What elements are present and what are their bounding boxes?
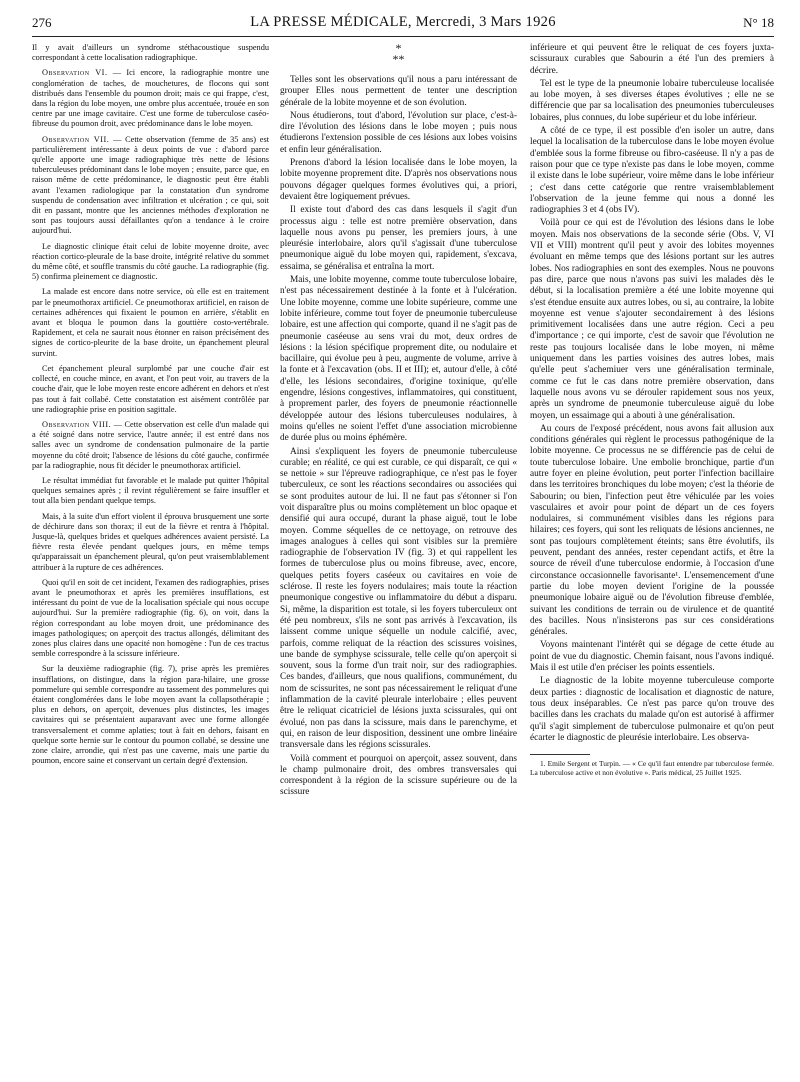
paragraph: Le résultat immédiat fut favorable et le malade put quitter l'hôpital quelques semaines après ; il revint régulièrement se faire insuffler et tout alla bien pendant quelque temps. (32, 475, 269, 506)
page-header (32, 12, 774, 37)
paragraph: Il existe tout d'abord des cas dans lesquels il s'agit d'un processus aigu : telle est notre première observation, dans laquelle nous avons pu penser, les premiers jours, à une pleurésie interlobaire, alors qu'il s'agissait d'une tuberculose pneumonique aiguë du lobe moyen qui, rapidement, s'excava, essaima, se généralisa et entraîna la mort. (280, 205, 517, 272)
observation-label: Observation VIII. (42, 419, 112, 429)
paragraph: Ainsi s'expliquent les foyers de pneumonie tuberculeuse curable; en réalité, ce qui est curable, ce qui disparaît, ce qui « se nettoie » sur l'épreuve radiographique, ce n'est pas le foyer tuberculeux, ce sont les réactions secondaires ou associées qui se sont produites autour de lui. Il ne faut pas s'étonner si l'on voit disparaître plus ou moins complètement un bloc opaque et densifié qui aura occupé, durant la phase aiguë, tout le lobe moyen. Comme séquelles de ce nettoyage, on retrouve des images analogues à celles qui sont visibles sur la première radiographie de l'observation IV (fig. 3) et qui rappellent les formes de tuberculose plus ou moins fibreuse, avec, encore, quelques petits foyers caséeux ou cavitaires en voie de sclérose. Il reste les foyers nodulaires; mais toute la réaction pneumonique congestive ou inflammatoire du début a disparu. Si, même, la disparition est totale, si les foyers tuberculeux ont été peu nombreux, s'ils ne sont pas arrivés à l'excavation, ils laissent comme unique séquelle un nodule calcifié, avec, parfois, comme reliquat de la réaction des scissures voisines, une bande de symphyse scissurale, telle celle qu'on aperçoit si souvent, sous la forme d'un trait noir, sur des radiographies. Ces bandes, d'ailleurs, que nous qualifions, communément, du nom de scissurites, ne sont pas nécessairement le reliquat d'une inflammation de la cavité pleurale interlobaire ; elles peuvent être le reliquat cicatriciel de lésions juxta scissurales, qui ont évolué, non pas dans la scissure, mais dans le parenchyme, et qui, en raison de leur disposition, dessinent une ombre linéaire transversale dans les régions scissurales. (280, 446, 517, 751)
observation-label: Observation VII. (42, 134, 110, 144)
paragraph: Observation VII. — Cette observation (femme de 35 ans) est particulièrement intéressante à deux points de vue : d'abord parce qu'elle apporte une image radiographique très nette de lésions tuberculeuses prédominant dans le lobe moyen ; ensuite, parce que, en raison même de cette prédominance, le diagnostic peut être établi avant l'examen radiologique par la constatation d'un syndrome suspendu de condensation avec infiltration et ulcération ; ce qui, soit dit en passant, montre que les anciennes méthodes d'exploration ne sont pas toujours aussi défaillantes qu'on a tendance à le croire aujourd'hui. (32, 134, 269, 236)
paragraph: Prenons d'abord la lésion localisée dans le lobe moyen, la lobite moyenne proprement dite. D'après nos observations nous pouvons dégager quelques formes évolutives qui, a priori, devaient être logiquement prévues. (280, 158, 517, 202)
paragraph: Observation VIII. — Cette observation est celle d'un malade qui a été soigné dans notre service, l'autre année; il est entré dans nos salles avec un syndrome de condensation pulmonaire de la partie moyenne du côté droit; l'absence de lésions du côté gauche, confirmée par la radiographie, nous fit décider le pneumothorax artificiel. (32, 419, 269, 470)
paragraph: Mais, à la suite d'un effort violent il éprouva brusquement une sorte de déchirure dans son thorax; il eut de la fièvre et rentra à l'hôpital. Jusque-là, quelques brides et quelques adhérences avaient persisté. La fièvre resta élevée pendant quelques jours, en même temps qu'apparaissait un épanchement pleural, qu'on peut vraisemblablement attribuer à la rupture de ces adhérences. (32, 511, 269, 572)
paragraph: inférieure et qui peuvent être le reliquat de ces foyers juxta-scissuraux curables que Sabourin a été l'un des premiers à décrire. (530, 43, 774, 76)
paragraph: Nous étudierons, tout d'abord, l'évolution sur place, c'est-à-dire l'évolution des lésions dans le lobe moyen ; puis nous étudierons l'extension possible de ces lésions aux lobes voisins et enfin leur généralisation. (280, 110, 517, 155)
paragraph: Il y avait d'ailleurs un syndrome stéthacoustique suspendu correspondant à cette localisation radiographique. (32, 43, 269, 63)
right-column (530, 43, 774, 1075)
paragraph: Mais, une lobite moyenne, comme toute tuberculose lobaire, n'est pas nécessairement destinée à la fonte et à l'ulcération. Une lobite moyenne, comme une lobite supérieure, comme une lobite inférieure, comme tout foyer de pneumonie tuberculeuse lobaire, est une affection qui comporte, quand il ne s'agit pas de pneumonie caséeuse au sens vrai du mot, deux ordres de lésions : la lésion spécifique proprement dite, ou nodulaire et bacillaire, qui évolue peu à peu, augmente de volume, arrive à la fonte et à l'excavation (obs. II et III); et, autour d'elle, à côté d'elle, les lésions secondaires, d'origine toxinique, qu'elle engendre, lésions congestives, inflammatoires, qui constituent, à proprement parler, des foyers de pneumonie réactionnelle développée autour des lésions tuberculeuses nodulaires, à moins qu'elles ne soient l'effet d'une association microbienne de durée plus ou moins éphémère. (280, 275, 517, 444)
observation-label: Observation VI. (42, 68, 108, 78)
paragraph: Voyons maintenant l'intérêt qui se dégage de cette étude au point de vue du diagnostic. Chemin faisant, nous l'avons indiqué. Mais il est utile d'en préciser les points essentiels. (530, 640, 774, 674)
paragraph: Sur la deuxième radiographie (fig. 7), prise après les premières insufflations, on distingue, dans la région para-hilaire, une grosse pommelure qui semble correspondre au tassement des pommelures qui étaient conglomérées dans le lobe moyen avant la collapsothérapie ; plus en dehors, on aperçoit, devenues plus distinctes, les images cavitaires qui se présentaient auparavant avec une forme allongée transversalement et comme aplaties; tout à fait en dehors, faisant en quelque sorte hernie sur le contour du poumon collabé, se dessine une zone claire, arrondie, qui n'est pas une caverne, mais une partie du poumon, encore saine et conservant un certain degré d'extension. (32, 664, 269, 766)
paragraph: Tel est le type de la pneumonie lobaire tuberculeuse localisée au lobe moyen, à ses diverses étapes évolutives ; elle ne se différencie que par sa localisation des pneumonies tuberculeuses lobaires, plus connues, du lobe supérieur et du lobe inférieur. (530, 78, 774, 123)
paragraph: A côté de ce type, il est possible d'en isoler un autre, dans lequel la localisation de la tuberculose dans le lobe moyen évolue d'emblée sous la forme fibreuse ou fibro-caséeuse. Il n'y a pas de raison pour que ce type n'existe pas dans le lobe moyen, comme il existe dans le lobe supérieur, voire même dans le lobe inférieur ; c'est dans cette catégorie que rentre vraisemblablement l'observation de la jeune femme qui nous a donné les radiographies 3 et 4 (obs IV). (530, 126, 774, 216)
journal-title: LA PRESSE MÉDICALE, Mercredi, 3 Mars 1926 (250, 14, 556, 30)
paragraph: La malade est encore dans notre service, où elle est en traitement par le pneumothorax artificiel. Ce pneumothorax artificiel, en raison de certaines adhérences qui fixaient le poumon en arrière, s'établit en avant et bloqua le poumon dans la gouttière costo-vertébrale. Rapidement, et cela ne saurait nous étonner en raison précisément des signes de cortico-pleurite de la base droite, un épanchement pleural survint. (32, 287, 269, 358)
paragraph: Voilà comment et pourquoi on aperçoit, assez souvent, dans le champ pulmonaire droit, des ombres transversales qui correspondent à la région de la scissure supérieure ou de la scissure (280, 753, 517, 798)
footnote: 1. Emile Sergent et Turpin. — « Ce qu'il faut entendre par tuberculose fermée. La tuberculose active et non évolutive ». Paris médical, 25 Juillet 1925. (530, 759, 774, 778)
paragraph: Cet épanchement pleural surplombé par une couche d'air est collecté, en couche mince, en avant, et l'on peut voir, au travers de la couche d'air, que le lobe moyen reste encore adhérent en dehors et n'est pas tout à fait collabé. Cette constatation est aisément contrôlée par une radiographie prise en position sagittale. (32, 363, 269, 414)
paragraph: Voilà pour ce qui est de l'évolution des lésions dans le lobe moyen. Mais nos observations de la seconde série (Obs. V, VI VII et VIII) montrent qu'il peut y avoir des lobites moyennes évoluant en même temps que des lésions portant sur les autres lobes. Nos radiographies en sont des exemples. Nous ne pouvons pas dire, parce que nous n'avons pas suivi les malades dès le début, si la localisation première a été une lobite moyenne qui s'est étendue ensuite aux autres lobes, ou si, au contraire, la lobite moyenne est venue s'ajouter secondairement à des lésions primitivement localisées dans une autre région. Ceci a peu d'importance ; ce qui importe, c'est de savoir que l'évolution ne reste pas toujours localisée dans le lobe moyen, ni même uniquement dans les parties voisines des autres lobes, mais qu'elle peut s'achemiuer vers une généralisation terminale, comme ce fut le cas dans notre première observation, dans laquelle nous avons vu se dérouler rapidement sous nos yeux, après un syndrome de pneumonie tuberculeuse aiguë du lobe moyen, un essaimage qui a abouti à une généralisation. (530, 218, 774, 421)
paragraph: Le diagnostic clinique était celui de lobite moyenne droite, avec réaction cortico-pleurale de la base droite, intégrité relative du sommet du même côté, et souffle transmis du côté gauche. La radiographie (fig. 5) confirma pleinement ce diagnostic. (32, 241, 269, 282)
paragraph: Observation VI. — Ici encore, la radiographie montre une conglomération de taches, de mouchetures, de flocons qui sont distribués dans l'ensemble du poumon droit; mais ce qui frappe, c'est, dans la région du lobe moyen, une ombre plus accentuée, trouée en son centre par une image cavitaire. C'est une forme de tuberculose caséo-fibreuse du poumon droit, avec prédominance dans le lobe moyen. (32, 68, 269, 129)
issue-number: N° 18 (743, 15, 774, 30)
left-column (32, 43, 269, 1075)
page-number: 276 (32, 15, 52, 30)
section-separator: * ** (392, 43, 405, 66)
paragraph: Au cours de l'exposé précédent, nous avons fait allusion aux conditions générales qui règlent le processus pathogénique de la lobite moyenne. Ce processus ne se différencie pas de celui de toute tuberculose lobaire. Une embolie bronchique, partie d'un autre foyer en pleine évolution, peut porter l'infection bacillaire dans les territoires bronchiques du lobe moyen; c'est la théorie de Sabourin; ou bien, l'infection peut être véhiculée par les voies vasculaires et avoir pour point de départ un de ces foyers nodulaires, si communément visibles dans les régions para hilaires; ces foyers, qui sont les reliquats de lésions anciennes, ne sont pas toujours complètement éteints; sans être évolutifs, ils peuvent, pendant des années, rester cependant actifs, et être la source de réveil d'une tuberculose endormie, à l'occasion d'une circonstance occasionnelle favorisante¹. L'ensemencement d'une partie du lobe moyen devient l'origine de la poussée pneumonique lobaire aiguë ou de l'évolution fibreuse d'emblée, suivant les conditions de terrain ou de virulence et de quantité des bacilles. Nous n'insisterons pas sur ces considérations générales. (530, 423, 774, 638)
paragraph: Telles sont les observations qu'il nous a paru intéressant de grouper Elles nous permettent de tenter une description générale de la lobite moyenne et de son évolution. (280, 75, 517, 108)
paragraph: Le diagnostic de la lobite moyenne tuberculeuse comporte deux parties : diagnostic de localisation et diagnostic de nature, tous deux inséparables. Ce n'est pas parce qu'on trouve des bacilles dans les crachats du malade qu'on est autorisé à affirmer qu'il s'agit simplement de tuberculose pulmonaire et qu'on peut écarter le diagnostic de pleurésie interlobaire. Les observa- (530, 676, 774, 743)
paragraph: Quoi qu'il en soit de cet incident, l'examen des radiographies, prises avant le pneumothorax et après les premières insufflations, est intéressant du point de vue de la localisation spéciale qui nous occupe aujourd'hui. Sur la première radiographie (fig. 6), on voit, dans la région correspondant au lobe moyen droit, une prédominance des images pathologiques; on aperçoit des tractus allongés, délimitant des zones plus claires dans une opacité non homogène : l'un de ces tractus semble correspondre à la scissure inférieure. (32, 577, 269, 659)
footnote-divider (530, 754, 590, 755)
middle-column (280, 43, 517, 1075)
